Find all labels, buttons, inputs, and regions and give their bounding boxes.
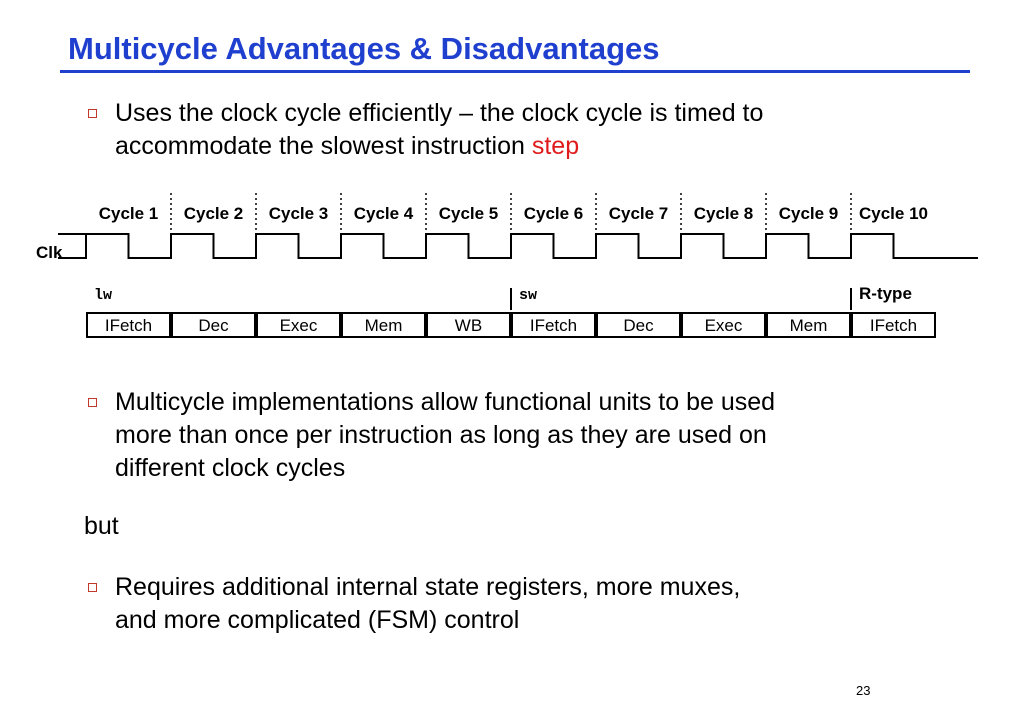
clk-label: Clk (36, 243, 63, 262)
step-label: WB (454, 316, 483, 335)
bullet-square-icon (88, 583, 97, 592)
bullet-line: accommodate the slowest instruction (115, 132, 532, 160)
bullet-square-icon (88, 398, 97, 407)
step-label: Mem (789, 316, 828, 335)
bullet-line: Multicycle implementations allow functional units to be used (115, 388, 776, 416)
step-label: IFetch (529, 316, 578, 335)
page-number: 23 (856, 683, 871, 698)
bullet-line: more than once per instruction as long as they are used on (115, 421, 767, 449)
instruction-label: lw (94, 287, 113, 304)
cycle-label: Cycle 1 (98, 204, 159, 223)
instruction-label: sw (519, 287, 538, 304)
slide-title: Multicycle Advantages & Disadvantages (68, 31, 660, 66)
cycle-label: Cycle 3 (268, 204, 329, 223)
step-label: Dec (198, 316, 229, 335)
cycle-label: Cycle 2 (183, 204, 244, 223)
bullet-line: different clock cycles (115, 454, 346, 482)
step-label: Exec (704, 316, 743, 335)
step-label: IFetch (869, 316, 918, 335)
bullet-line: Uses the clock cycle efficiently – the clock cycle is timed to (115, 99, 764, 127)
cycle-label: Cycle 8 (693, 204, 754, 223)
step-label: Exec (279, 316, 318, 335)
cycle-label: Cycle 4 (353, 204, 414, 223)
clock-waveform (58, 234, 978, 258)
step-label: Dec (623, 316, 654, 335)
cycle-label: Cycle 9 (778, 204, 839, 223)
bullet-line: and more complicated (FSM) control (115, 606, 520, 634)
cycle-label: Cycle 5 (438, 204, 499, 223)
bullet-text (115, 571, 740, 637)
bullet-text (115, 386, 775, 485)
instruction-label: R-type (859, 284, 912, 303)
cycle-label: Cycle 7 (608, 204, 669, 223)
step-label: IFetch (104, 316, 153, 335)
cycle-label: Cycle 6 (523, 204, 584, 223)
step-label: Mem (364, 316, 403, 335)
bullet-line: Requires additional internal state registers, more muxes, (115, 573, 741, 601)
but-text: but (84, 512, 119, 540)
highlight-step: step (531, 132, 580, 160)
cycle-label: Cycle 10 (859, 204, 928, 223)
